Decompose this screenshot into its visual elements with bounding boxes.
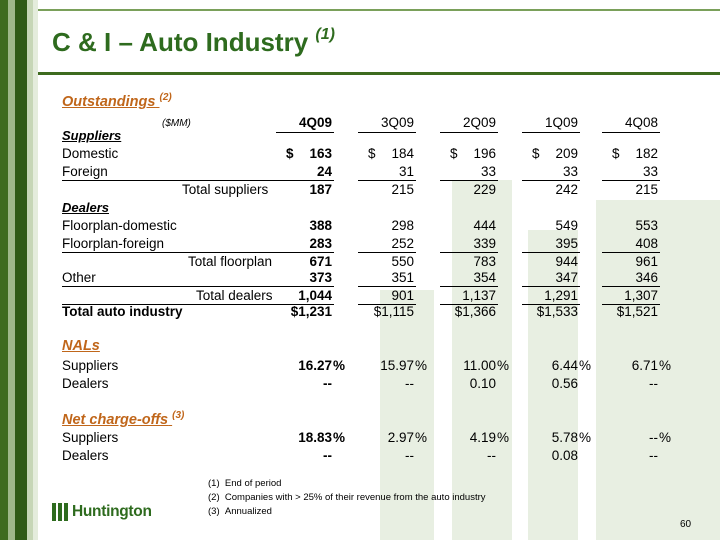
table-row — [62, 430, 682, 448]
table-cell: -- — [405, 448, 414, 463]
table-row — [62, 448, 682, 466]
table-cell: 1,137 — [462, 288, 496, 303]
percent-sign: % — [659, 358, 672, 373]
table-cell: $1,231 — [290, 304, 332, 319]
row-rule — [358, 180, 416, 181]
left-stripe — [15, 0, 27, 540]
table-cell: 184 — [391, 146, 414, 161]
table-cell: -- — [649, 430, 658, 445]
percent-sign: % — [497, 430, 510, 445]
table-cell: 2.97 — [387, 430, 414, 445]
table-cell: -- — [405, 376, 414, 391]
currency-symbol: $ — [368, 146, 376, 161]
table-cell: -- — [487, 448, 496, 463]
row-rule — [440, 252, 498, 253]
table-cell: 901 — [391, 288, 414, 303]
row-label: Floorplan-foreign — [62, 236, 165, 251]
table-cell: 11.00 — [463, 358, 496, 373]
header-underline — [522, 132, 580, 133]
table-cell: -- — [649, 376, 658, 391]
row-rule — [602, 252, 660, 253]
left-stripe — [33, 0, 38, 540]
table-cell: 33 — [562, 164, 578, 179]
top-rule — [38, 9, 720, 11]
table-cell: 1,044 — [298, 288, 332, 303]
percent-sign: % — [579, 358, 592, 373]
table-cell: 6.44 — [551, 358, 578, 373]
table-cell: 346 — [635, 270, 658, 285]
table-cell: 24 — [316, 164, 332, 179]
column-header: 3Q09 — [380, 115, 414, 130]
currency-symbol: $ — [532, 146, 540, 161]
table-cell: 242 — [555, 182, 578, 197]
currency-symbol: $ — [286, 146, 294, 161]
percent-sign: % — [333, 430, 346, 445]
table-cell: 187 — [309, 182, 332, 197]
table-cell: 339 — [473, 236, 496, 251]
table-cell: 549 — [555, 218, 578, 233]
row-rule — [62, 252, 334, 253]
column-header: 1Q09 — [544, 115, 578, 130]
percent-sign: % — [497, 358, 510, 373]
table-row — [62, 182, 682, 200]
table-cell: -- — [649, 448, 658, 463]
table-cell: -- — [323, 448, 332, 463]
row-rule — [440, 286, 498, 287]
table-row — [62, 304, 682, 322]
table-cell: 229 — [473, 182, 496, 197]
table-cell: $1,115 — [373, 304, 414, 319]
table-cell: 553 — [635, 218, 658, 233]
table-cell: $1,366 — [454, 304, 496, 319]
logo-text: Huntington — [72, 503, 152, 520]
column-header: 2Q09 — [462, 115, 496, 130]
table-cell: 33 — [642, 164, 658, 179]
nals-heading: NALs — [62, 338, 100, 354]
percent-sign: % — [415, 430, 428, 445]
nco-heading: Net charge-offs $^{(3)}$ — [62, 410, 185, 428]
row-rule — [522, 286, 580, 287]
left-stripe — [8, 0, 15, 540]
huntington-logo — [52, 503, 152, 521]
row-label: Total auto industry — [62, 304, 183, 319]
table-cell: 31 — [398, 164, 414, 179]
table-cell: $1,521 — [616, 304, 658, 319]
row-rule — [358, 286, 416, 287]
currency-symbol: $ — [450, 146, 458, 161]
table-cell: 196 — [473, 146, 496, 161]
percent-sign: % — [333, 358, 346, 373]
table-cell: 298 — [391, 218, 414, 233]
row-label: Suppliers — [62, 430, 119, 445]
row-label: Total floorplan — [188, 254, 273, 269]
table-cell: 6.71 — [631, 358, 658, 373]
table-cell: 388 — [309, 218, 332, 233]
column-header: 4Q09 — [298, 115, 332, 130]
column-header: 4Q08 — [624, 115, 658, 130]
table-cell: 33 — [480, 164, 496, 179]
row-label: Foreign — [62, 164, 108, 179]
row-label: Dealers — [62, 376, 109, 391]
footnote: (3) Annualized — [208, 506, 272, 517]
unit-label: ($MM) — [162, 118, 191, 129]
table-cell: 373 — [309, 270, 332, 285]
page-title: C & I – Auto Industry $^{(1)}$ — [52, 26, 335, 57]
row-label: Floorplan-domestic — [62, 218, 177, 233]
header-underline — [602, 132, 660, 133]
row-label: Dealers — [62, 448, 109, 463]
table-cell: 252 — [391, 236, 414, 251]
table-cell: 408 — [635, 236, 658, 251]
row-rule — [62, 180, 334, 181]
footnote: (1) End of period — [208, 478, 282, 489]
table-cell: $1,533 — [536, 304, 578, 319]
currency-symbol: $ — [612, 146, 620, 161]
table-cell: 182 — [635, 146, 658, 161]
table-cell: 347 — [555, 270, 578, 285]
dealers-header: Dealers — [62, 200, 109, 215]
header-underline — [276, 132, 334, 133]
footnote: (2) Companies with > 25% of their revenue from the auto industry — [208, 492, 486, 503]
page-number: 60 — [680, 519, 692, 530]
table-cell: 4.19 — [469, 430, 496, 445]
table-cell: 0.10 — [469, 376, 496, 391]
row-label: Suppliers — [62, 358, 119, 373]
row-rule — [522, 180, 580, 181]
row-label: Total dealers — [196, 288, 273, 303]
table-cell: 215 — [635, 182, 658, 197]
table-cell: 5.78 — [551, 430, 578, 445]
left-stripe — [0, 0, 8, 540]
percent-sign: % — [415, 358, 428, 373]
table-cell: 163 — [309, 146, 332, 161]
row-rule — [358, 252, 416, 253]
table-cell: 944 — [555, 254, 578, 269]
logo-mark-icon — [52, 503, 68, 521]
table-cell: 1,307 — [624, 288, 658, 303]
table-cell: 783 — [473, 254, 496, 269]
table-cell: 1,291 — [544, 288, 578, 303]
table-cell: 0.56 — [551, 376, 578, 391]
header-underline — [358, 132, 416, 133]
title-rule — [38, 72, 720, 75]
table-cell: 961 — [635, 254, 658, 269]
table-cell: 0.08 — [551, 448, 578, 463]
table-cell: 351 — [391, 270, 414, 285]
table-cell: 283 — [309, 236, 332, 251]
table-cell: 15.97 — [380, 358, 414, 373]
table-cell: 671 — [309, 254, 332, 269]
row-rule — [62, 286, 334, 287]
table-cell: 550 — [391, 254, 414, 269]
table-row — [62, 358, 682, 376]
percent-sign: % — [579, 430, 592, 445]
table-row — [62, 376, 682, 394]
table-cell: 209 — [555, 146, 578, 161]
header-underline — [440, 132, 498, 133]
table-cell: 444 — [473, 218, 496, 233]
percent-sign: % — [659, 430, 672, 445]
table-cell: 354 — [473, 270, 496, 285]
outstandings-heading: Outstandings $^{(2)}$ — [62, 92, 172, 110]
table-cell: 16.27 — [298, 358, 332, 373]
row-label: Total suppliers — [182, 182, 269, 197]
table-cell: 395 — [555, 236, 578, 251]
table-cell: -- — [323, 376, 332, 391]
row-rule — [440, 180, 498, 181]
row-rule — [602, 180, 660, 181]
table-row — [62, 146, 682, 164]
row-label: Other — [62, 270, 96, 285]
row-rule — [522, 252, 580, 253]
row-rule — [602, 286, 660, 287]
suppliers-header: Suppliers — [62, 128, 122, 143]
table-cell: 215 — [391, 182, 414, 197]
row-label: Domestic — [62, 146, 119, 161]
table-row — [62, 218, 682, 236]
table-cell: 18.83 — [298, 430, 332, 445]
